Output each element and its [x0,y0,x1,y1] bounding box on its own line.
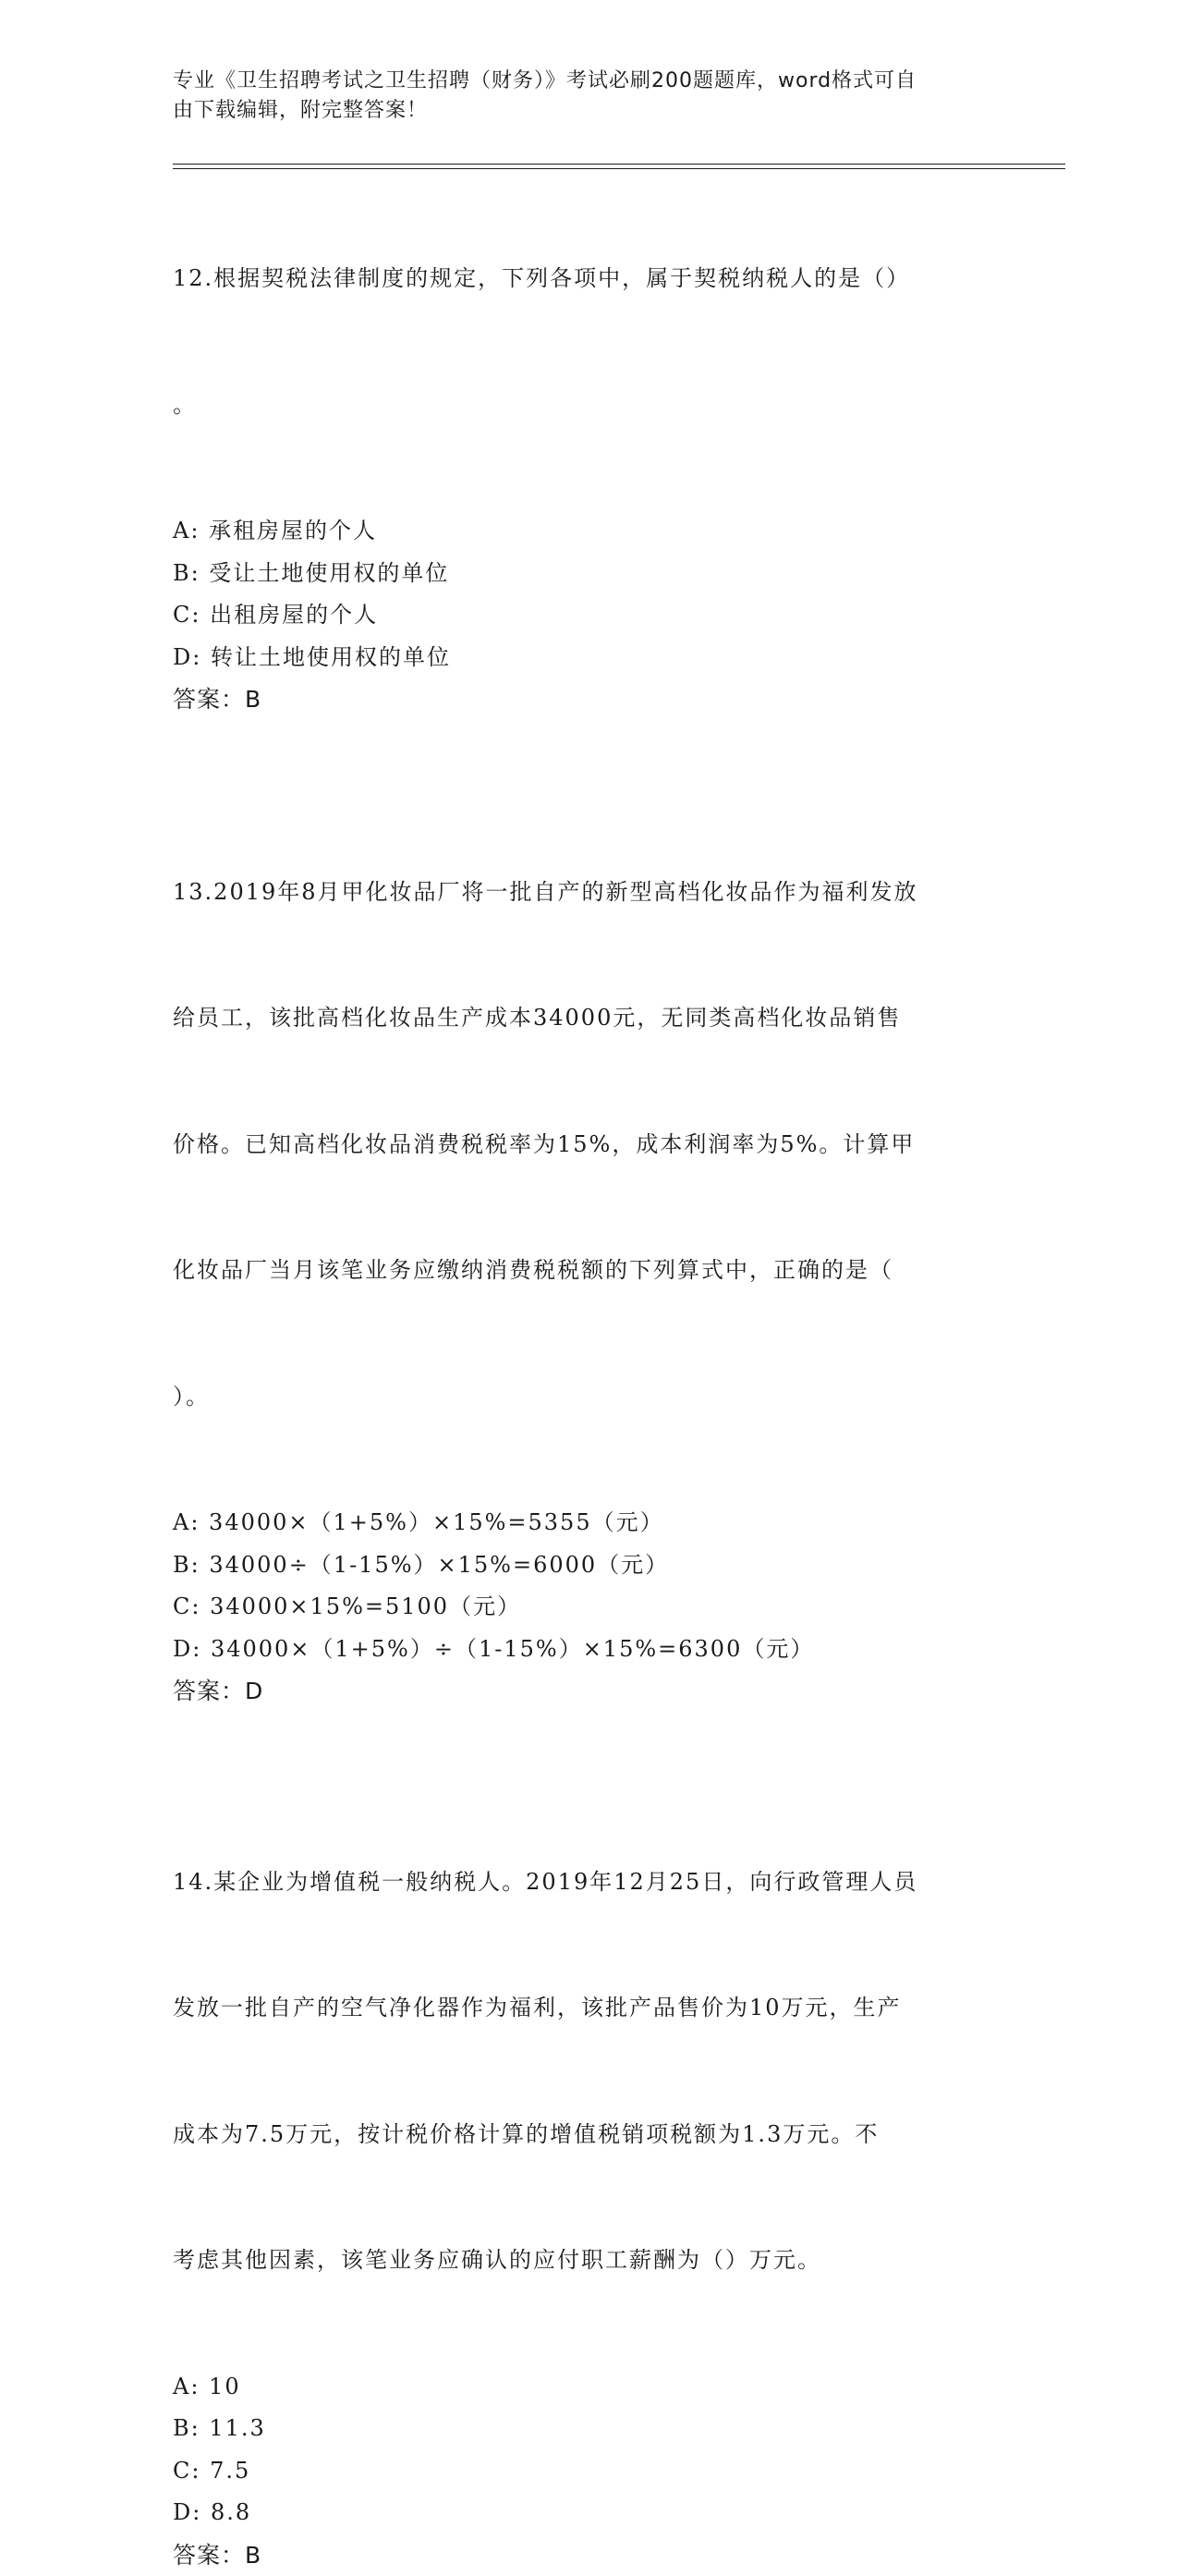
question-spacer [173,1713,1004,1777]
question-spacer [173,721,1004,787]
stem-line: 化妆品厂当月该笔业务应缴纳消费税税额的下列算式中，正确的是（ [173,1250,1004,1292]
question-12 [173,174,1004,721]
question-13 [173,787,1004,1713]
question-stem [173,174,1004,510]
option-c: C: 34000×15%=5100（元） [173,1586,1004,1629]
header-divider-bottom [173,168,1065,169]
stem-line: 给员工，该批高档化妆品生产成本34000元，无同类高档化妆品销售 [173,997,1004,1040]
option-b: B: 受让土地使用权的单位 [173,553,1004,595]
stem-line: 。 [173,385,1004,427]
question-stem [173,787,1004,1503]
stem-line: 12.根据契税法律制度的规定，下列各项中，属于契税纳税人的是（） [173,258,1004,300]
option-d: D: 转让土地使用权的单位 [173,637,1004,679]
header-line-1: 专业《卫生招聘考试之卫生招聘（财务）》考试必刷200题题库，word格式可自 [173,67,986,96]
answer-line: 答案：B [173,2534,1004,2576]
question-stem [173,1777,1004,2366]
stem-line: 14.某企业为增值税一般纳税人。2019年12月25日，向行政管理人员 [173,1862,1004,1904]
question-list [173,174,1004,2576]
option-c: C: 7.5 [173,2450,1004,2493]
answer-line: 答案：D [173,1670,1004,1713]
option-d: D: 8.8 [173,2492,1004,2534]
header-line-2: 由下载编辑，附完整答案！ [173,96,986,126]
stem-line: 价格。已知高档化妆品消费税税率为15%，成本利润率为5%。计算甲 [173,1124,1004,1166]
option-d: D: 34000×（1+5%）÷（1-15%）×15%=6300（元） [173,1629,1004,1671]
option-b: B: 11.3 [173,2408,1004,2450]
question-14 [173,1777,1004,2576]
answer-line: 答案：B [173,678,1004,721]
stem-line: 13.2019年8月甲化妆品厂将一批自产的新型高档化妆品作为福利发放 [173,872,1004,914]
option-a: A: 承租房屋的个人 [173,510,1004,553]
header-divider-top [173,164,1065,165]
stem-line: 成本为7.5万元，按计税价格计算的增值税销项税额为1.3万元。不 [173,2114,1004,2156]
option-b: B: 34000÷（1-15%）×15%=6000（元） [173,1544,1004,1587]
stem-line: 发放一批自产的空气净化器作为福利，该批产品售价为10万元，生产 [173,1987,1004,2030]
document-header [173,67,986,126]
option-a: A: 10 [173,2366,1004,2409]
option-c: C: 出租房屋的个人 [173,594,1004,637]
stem-line: 考虑其他因素，该笔业务应确认的应付职工薪酬为（）万元。 [173,2240,1004,2282]
stem-line: ）。 [173,1376,1004,1419]
option-a: A: 34000×（1+5%）×15%=5355（元） [173,1502,1004,1544]
